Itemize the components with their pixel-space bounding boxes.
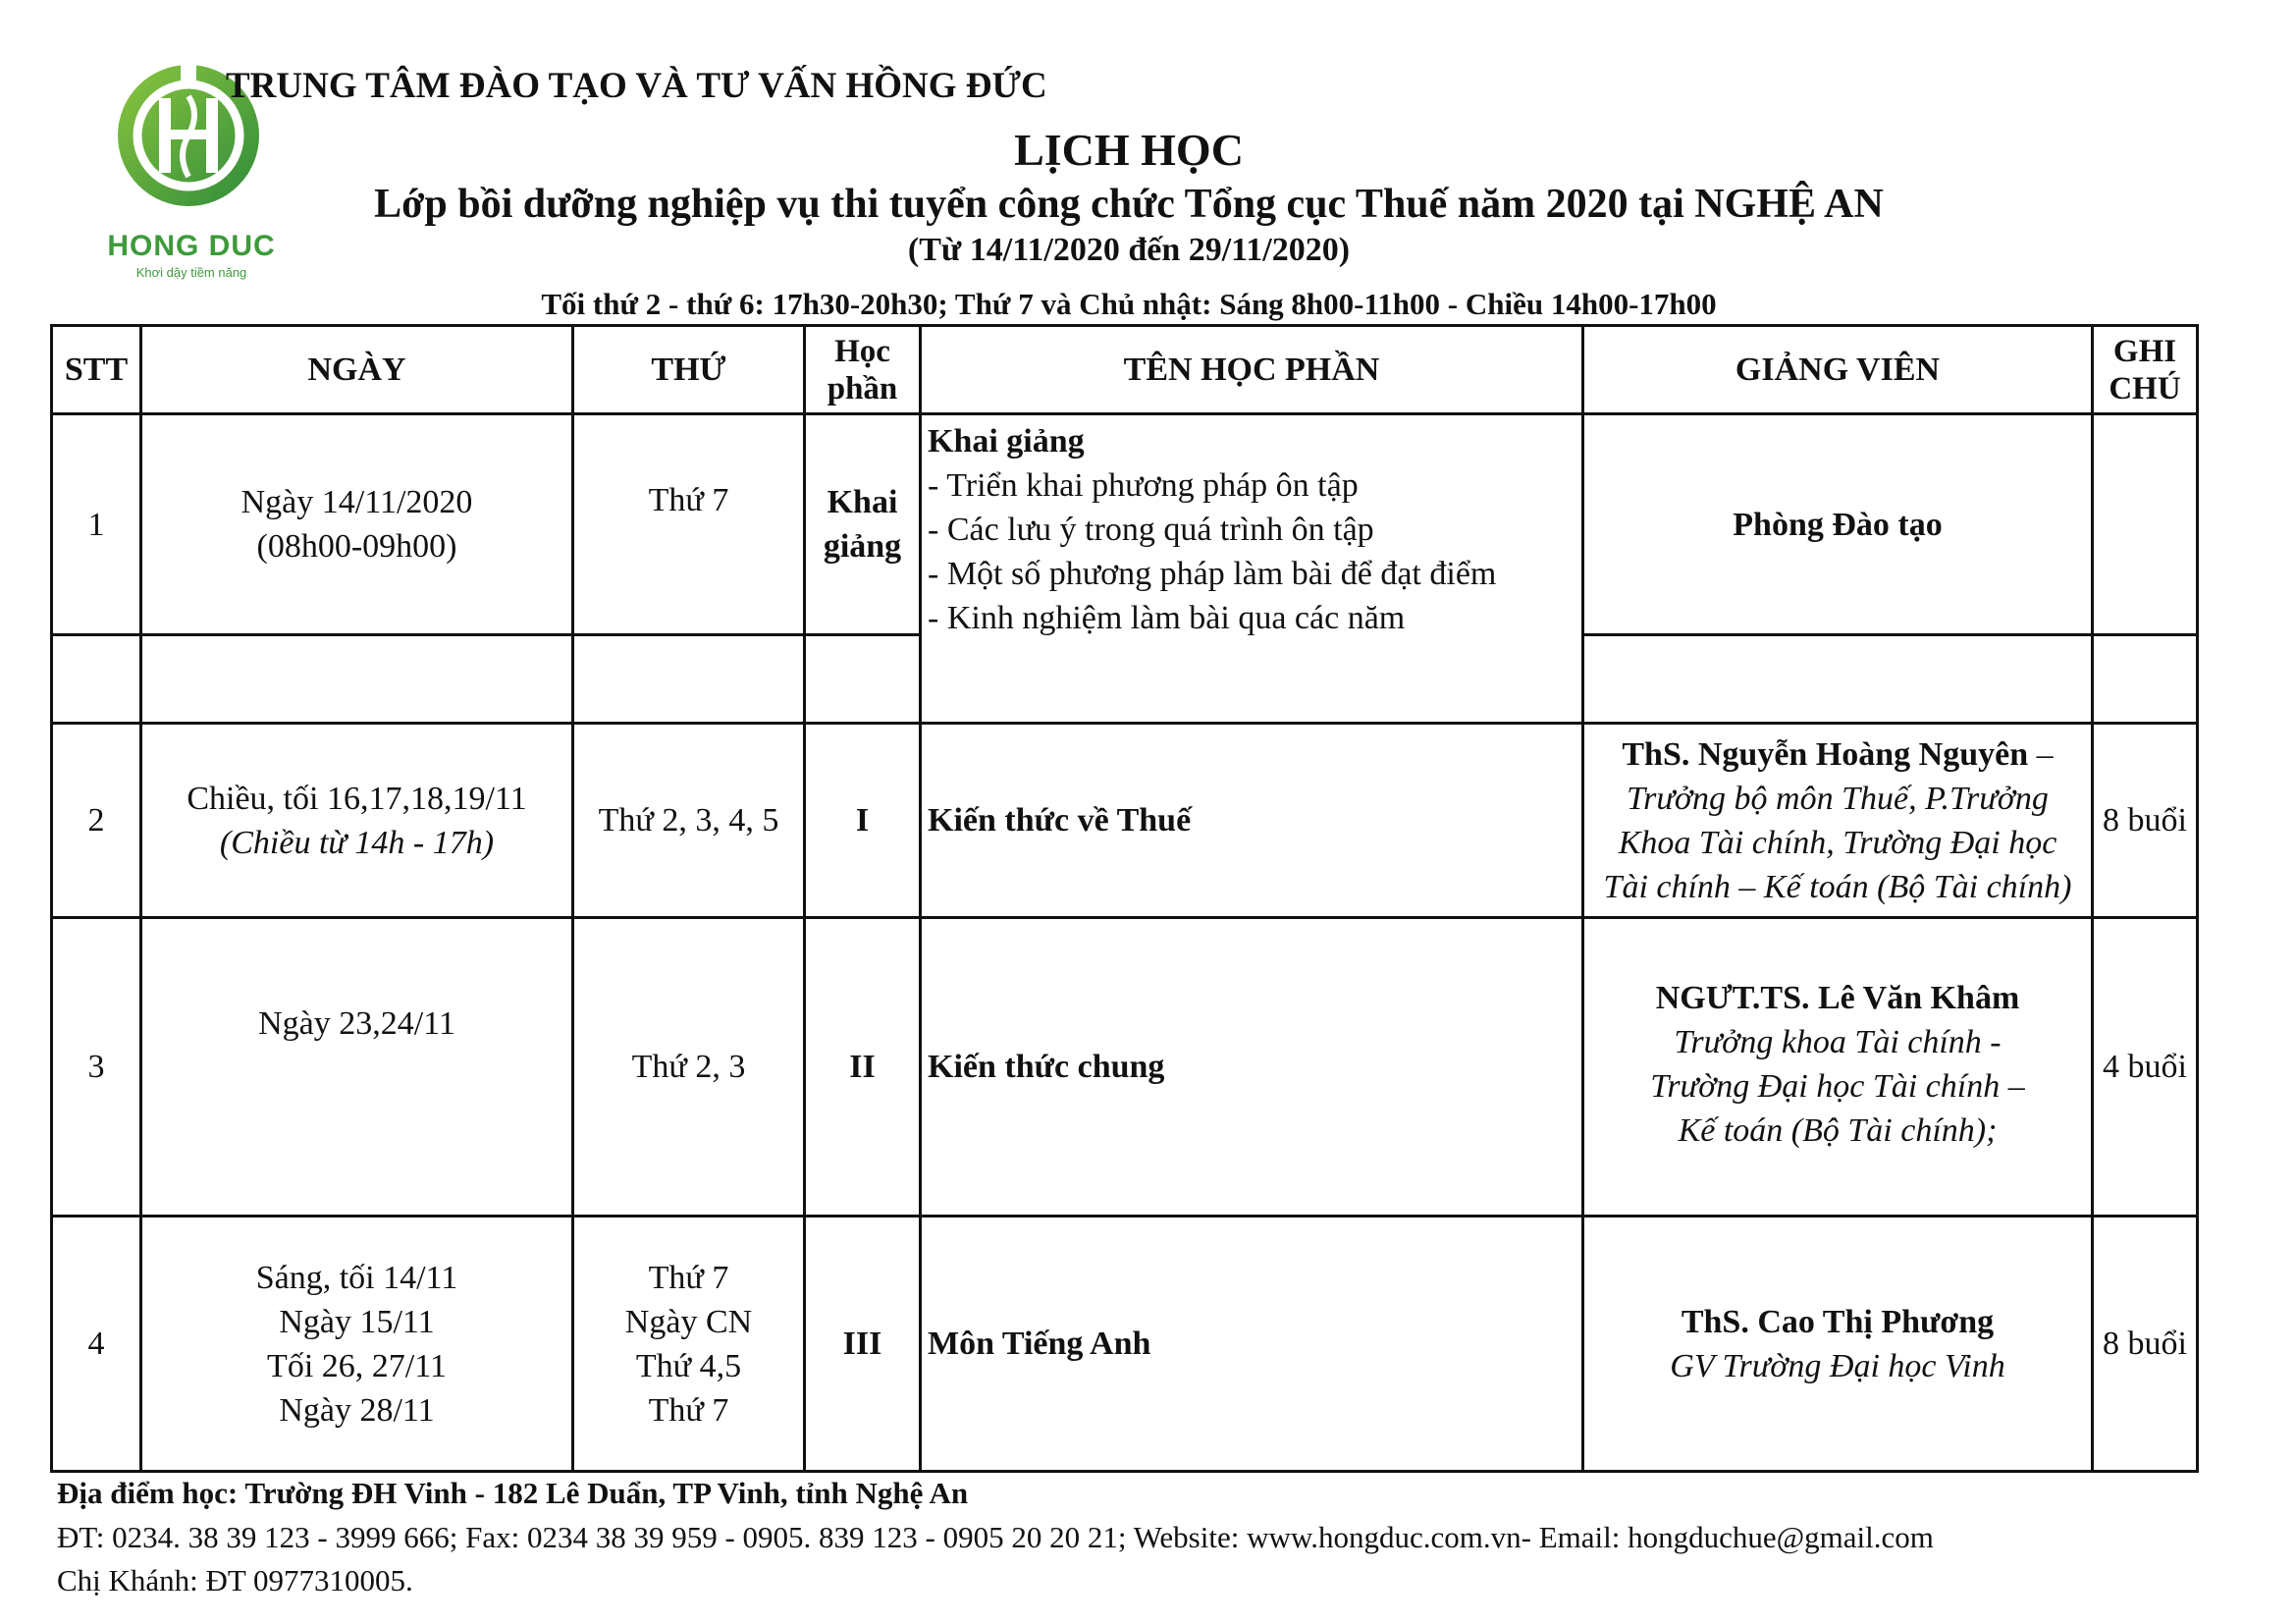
table-header-row bbox=[52, 326, 2198, 414]
row-stt: 2 bbox=[52, 724, 141, 918]
row-hoc-phan: Khai giảng bbox=[805, 414, 921, 635]
row-hoc-phan: III bbox=[805, 1217, 921, 1472]
row-giang-vien: ThS. Cao Thị Phương GV Trường Đại học Vinh bbox=[1583, 1217, 2093, 1472]
row-giang-vien: Phòng Đào tạo bbox=[1583, 414, 2093, 635]
row-stt: 4 bbox=[52, 1217, 141, 1472]
table-row bbox=[52, 724, 2198, 918]
row-ten-hoc-phan: Kiến thức chung bbox=[921, 918, 1583, 1217]
header-ten-hoc-phan: TÊN HỌC PHẦN bbox=[921, 326, 1583, 414]
row-ngay: Ngày 14/11/2020 (08h00-09h00) bbox=[141, 414, 573, 635]
row-thu: Thứ 7 bbox=[573, 414, 805, 635]
row-thu: Thứ 2, 3, 4, 5 bbox=[573, 724, 805, 918]
row-giang-vien: NGƯT.TS. Lê Văn Khâm Trưởng khoa Tài chính - Trường Đại học Tài chính – Kế toán (Bộ Tài chính); bbox=[1583, 918, 2093, 1217]
row-ngay: Ngày 23,24/11 bbox=[141, 918, 573, 1217]
schedule-hours: Tối thứ 2 - thứ 6: 17h30-20h30; Thứ 7 và Chủ nhật: Sáng 8h00-11h00 - Chiều 14h00-17h00 bbox=[541, 287, 1717, 321]
row-ngay: Sáng, tối 14/11 Ngày 15/11 Tối 26, 27/11 Ngày 28/11 bbox=[141, 1217, 573, 1472]
row-hoc-phan: I bbox=[805, 724, 921, 918]
table-row bbox=[52, 918, 2198, 1217]
logo-name: HONG DUC bbox=[107, 230, 276, 262]
header-ngay: NGÀY bbox=[141, 326, 573, 414]
row-stt: 1 bbox=[52, 414, 141, 635]
footer-address: Địa điểm học: Trường ĐH Vinh - 182 Lê Duẩn, TP Vinh, tỉnh Nghệ An bbox=[57, 1476, 969, 1510]
header-stt: STT bbox=[52, 326, 141, 414]
row-hoc-phan: II bbox=[805, 918, 921, 1217]
row-ten-hoc-phan: Khai giảng - Triển khai phương pháp ôn tập - Các lưu ý trong quá trình ôn tập - Một số phương pháp làm bài để đạt điểm - Kinh nghiệm làm bài qua các năm bbox=[921, 414, 1583, 724]
footer-contact: ĐT: 0234. 38 39 123 - 3999 666; Fax: 0234 38 39 959 - 0905. 839 123 - 0905 20 20 21; Website: www.hongduc.com.vn- Email: hongduchue@gmail.com bbox=[57, 1520, 1934, 1554]
row-giang-vien: ThS. Nguyễn Hoàng Nguyên – Trưởng bộ môn Thuế, P.Trưởng Khoa Tài chính, Trường Đại học Tài chính – Kế toán (Bộ Tài chính) bbox=[1583, 724, 2093, 918]
header-hoc-phan: Học phần bbox=[805, 326, 921, 414]
row-ghi-chu: 8 buổi bbox=[2093, 1217, 2198, 1472]
schedule-period: (Từ 14/11/2020 đến 29/11/2020) bbox=[907, 232, 1351, 268]
row-ten-hoc-phan: Môn Tiếng Anh bbox=[921, 1217, 1583, 1472]
table-row bbox=[52, 1217, 2198, 1472]
schedule-table bbox=[50, 324, 2199, 1473]
row-ten-hoc-phan: Kiến thức về Thuế bbox=[921, 724, 1583, 918]
header-thu: THỨ bbox=[573, 326, 805, 414]
page-title: LỊCH HỌC bbox=[1014, 125, 1244, 175]
page-subtitle: Lớp bồi dưỡng nghiệp vụ thi tuyển công chức Tổng cục Thuế năm 2020 tại NGHỆ AN bbox=[374, 182, 1884, 227]
header-giang-vien: GIẢNG VIÊN bbox=[1583, 326, 2093, 414]
row-thu: Thứ 2, 3 bbox=[573, 918, 805, 1217]
row-thu: Thứ 7 Ngày CN Thứ 4,5 Thứ 7 bbox=[573, 1217, 805, 1472]
row-stt: 3 bbox=[52, 918, 141, 1217]
table-row bbox=[52, 414, 2198, 635]
row-ghi-chu: 8 buổi bbox=[2093, 724, 2198, 918]
footer-person: Chị Khánh: ĐT 0977310005. bbox=[57, 1563, 413, 1597]
row-ghi-chu: 4 buổi bbox=[2093, 918, 2198, 1217]
organization-name: TRUNG TÂM ĐÀO TẠO VÀ TƯ VẤN HỒNG ĐỨC bbox=[226, 66, 1047, 106]
header-ghi-chu: GHI CHÚ bbox=[2093, 326, 2198, 414]
row-ngay: Chiều, tối 16,17,18,19/11 (Chiều từ 14h - 17h) bbox=[141, 724, 573, 918]
row-ghi-chu bbox=[2093, 414, 2198, 635]
logo-slogan: Khơi dậy tiềm năng bbox=[135, 265, 247, 280]
